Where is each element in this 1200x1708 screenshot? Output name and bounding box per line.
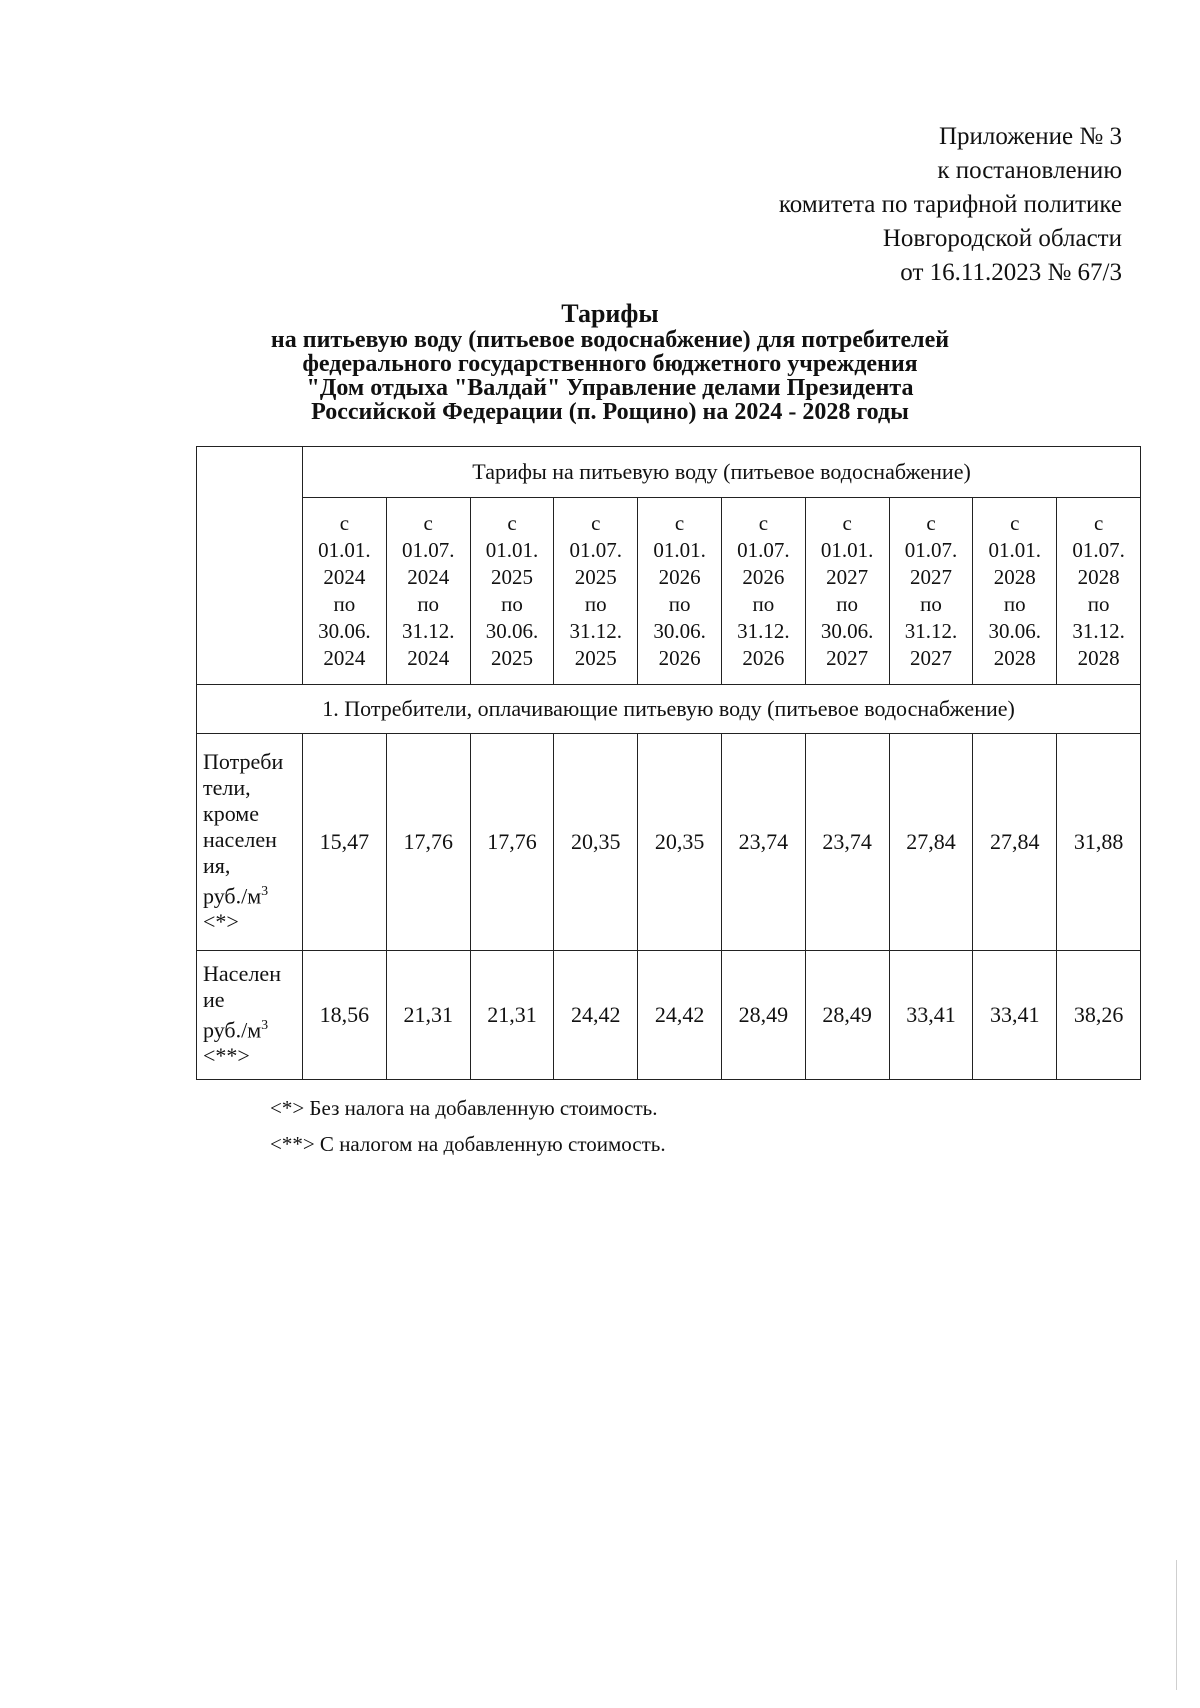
period-line: 30.06. — [653, 619, 706, 643]
period-line: 01.01. — [988, 538, 1042, 562]
footnote: <*> Без налога на добавленную стоимость. — [270, 1096, 658, 1120]
period-header-cell — [386, 498, 470, 685]
period-line: 01.01. — [485, 538, 539, 562]
row-label-line — [203, 1043, 302, 1069]
row-label-text: населен — [203, 826, 277, 852]
tariff-value-cell: 17,76 — [470, 734, 554, 951]
period-line: 2027 — [826, 646, 869, 670]
row-label-line — [203, 879, 302, 909]
period-line: 2027 — [909, 565, 952, 589]
title-line: федерального государственного бюджетного учреждения — [302, 351, 918, 377]
row-label-cell — [197, 951, 303, 1080]
period-line: с — [758, 511, 769, 535]
tariff-value-cell: 20,35 — [638, 734, 722, 951]
period-header-cell — [889, 498, 973, 685]
period-line: 01.07. — [737, 538, 790, 562]
period-line: 2025 — [574, 565, 617, 589]
period-line: по — [836, 592, 859, 616]
row-label-line — [203, 827, 302, 853]
period-header-cell — [1057, 498, 1141, 685]
period-line: 2025 — [490, 565, 533, 589]
title-line: Российской Федерации (п. Рощино) на 2024 - 2028 годы — [311, 399, 909, 425]
row-label-text: ия, — [203, 852, 231, 878]
category-cell: 1. Потребители, оплачивающие питьевую воду (питьевое водоснабжение) — [197, 685, 1141, 734]
period-line: 2028 — [1077, 565, 1120, 589]
period-line: 2027 — [909, 646, 952, 670]
period-line: 30.06. — [318, 619, 371, 643]
tariff-value-cell: 21,31 — [470, 951, 554, 1080]
row-label-line — [203, 775, 302, 801]
period-line: по — [417, 592, 440, 616]
tariff-value-cell: 18,56 — [303, 951, 387, 1080]
period-line: 01.01. — [318, 538, 371, 562]
scan-margin-line — [1176, 1560, 1177, 1690]
row-label-line — [203, 801, 302, 827]
appendix-header — [779, 120, 1122, 290]
tariff-value-cell: 33,41 — [889, 951, 973, 1080]
period-header-cell — [470, 498, 554, 685]
period-header-cell — [805, 498, 889, 685]
period-line: по — [920, 592, 942, 616]
row-label-text: <*> — [203, 909, 239, 935]
period-line: 31.12. — [1072, 619, 1125, 643]
row-label-text: Населен — [203, 960, 281, 986]
period-line: 2024 — [407, 565, 450, 589]
footnotes — [270, 1090, 666, 1162]
periods-row — [197, 498, 1141, 685]
tariff-value-cell: 23,74 — [721, 734, 805, 951]
period-line: по — [1087, 592, 1110, 616]
period-line: с — [1093, 511, 1104, 535]
tariff-table — [196, 446, 1141, 1080]
period-line: 31.12. — [401, 619, 455, 643]
row-label-line — [203, 961, 302, 987]
tariff-value-cell: 28,49 — [721, 951, 805, 1080]
period-line: по — [584, 592, 607, 616]
period-line: 01.07. — [401, 538, 455, 562]
period-line: 2025 — [574, 646, 617, 670]
document-title — [170, 300, 1050, 424]
row-label-text: тели, — [203, 774, 251, 800]
tariff-value-cell: 20,35 — [554, 734, 638, 951]
row-label-line — [203, 749, 302, 775]
period-header-cell — [554, 498, 638, 685]
period-header-cell — [973, 498, 1057, 685]
group-header-cell: Тарифы на питьевую воду (питьевое водоснабжение) — [303, 447, 1141, 498]
row-label-line — [203, 987, 302, 1013]
row-label-line — [203, 853, 302, 879]
footnote: <**> С налогом на добавленную стоимость. — [270, 1132, 666, 1156]
row-label-text: <**> — [203, 1043, 250, 1069]
corner-cell — [197, 447, 303, 685]
period-line: 30.06. — [485, 619, 539, 643]
tariff-value-cell: 24,42 — [554, 951, 638, 1080]
appendix-line: Новгородской области — [882, 225, 1122, 252]
row-label-line — [203, 909, 302, 935]
table-header-row — [197, 447, 1141, 498]
period-line: с — [507, 511, 517, 535]
tariff-value-cell: 28,49 — [805, 951, 889, 1080]
period-line: по — [1003, 592, 1026, 616]
row-label-text: руб./м — [203, 1017, 262, 1043]
appendix-line: Приложение № 3 — [938, 123, 1122, 150]
period-line: 31.12. — [569, 619, 623, 643]
period-line: с — [339, 511, 350, 535]
tariff-value-cell: 21,31 — [386, 951, 470, 1080]
period-line: 2028 — [993, 565, 1036, 589]
unit-superscript: 3 — [261, 883, 269, 899]
period-header-cell — [303, 498, 387, 685]
tariff-value-cell: 31,88 — [1057, 734, 1141, 951]
title-main: Тарифы — [561, 299, 659, 328]
tariff-value-cell: 38,26 — [1057, 951, 1141, 1080]
appendix-line: комитета по тарифной политике — [778, 191, 1122, 218]
period-line: 2028 — [1077, 646, 1120, 670]
tariff-value-cell: 23,74 — [805, 734, 889, 951]
title-line: на питьевую воду (питьевое водоснабжение) для потребителей — [270, 327, 950, 353]
period-line: 31.12. — [737, 619, 790, 643]
period-line: 01.01. — [653, 538, 706, 562]
period-line: 01.07. — [904, 538, 958, 562]
row-label-text: кроме — [203, 800, 259, 826]
tariff-value-cell: 24,42 — [638, 951, 722, 1080]
row-label-cell — [197, 734, 303, 951]
table-row — [197, 734, 1141, 951]
period-line: с — [423, 511, 433, 535]
unit-superscript: 3 — [261, 1017, 269, 1033]
period-line: 01.07. — [1072, 538, 1125, 562]
period-line: 31.12. — [904, 619, 958, 643]
period-line: 01.01. — [820, 538, 874, 562]
period-line: по — [668, 592, 691, 616]
tariff-value-cell: 33,41 — [973, 951, 1057, 1080]
period-line: 2025 — [490, 646, 533, 670]
title-line: "Дом отдыха "Валдай" Управление делами Президента — [306, 375, 914, 401]
appendix-line: к постановлению — [937, 157, 1122, 184]
period-line: с — [591, 511, 601, 535]
period-line: по — [333, 592, 356, 616]
period-line: 2026 — [742, 565, 785, 589]
period-line: 2026 — [658, 646, 701, 670]
period-line: по — [501, 592, 523, 616]
period-line: с — [674, 511, 685, 535]
period-line: 30.06. — [988, 619, 1042, 643]
tariff-value-cell: 17,76 — [386, 734, 470, 951]
period-header-cell — [721, 498, 805, 685]
period-line: 01.07. — [569, 538, 623, 562]
period-line: 2028 — [993, 646, 1036, 670]
period-line: с — [842, 511, 852, 535]
period-line: 2026 — [742, 646, 785, 670]
tariff-value-cell: 15,47 — [303, 734, 387, 951]
row-label-line — [203, 1013, 302, 1043]
period-header-cell — [638, 498, 722, 685]
appendix-line: от 16.11.2023 № 67/3 — [900, 259, 1122, 286]
period-line: 30.06. — [820, 619, 874, 643]
period-line: 2026 — [658, 565, 701, 589]
period-line: 2024 — [407, 646, 450, 670]
period-line: 2024 — [323, 646, 366, 670]
period-line: по — [752, 592, 775, 616]
period-line: 2024 — [323, 565, 366, 589]
row-label-text: Потреби — [203, 748, 284, 774]
category-row — [197, 685, 1141, 734]
tariff-value-cell: 27,84 — [889, 734, 973, 951]
period-line: с — [926, 511, 936, 535]
row-label-text: руб./м — [203, 883, 262, 909]
table-row — [197, 951, 1141, 1080]
tariff-value-cell: 27,84 — [973, 734, 1057, 951]
period-line: с — [1010, 511, 1020, 535]
period-line: 2027 — [826, 565, 869, 589]
row-label-text: ие — [203, 986, 225, 1012]
